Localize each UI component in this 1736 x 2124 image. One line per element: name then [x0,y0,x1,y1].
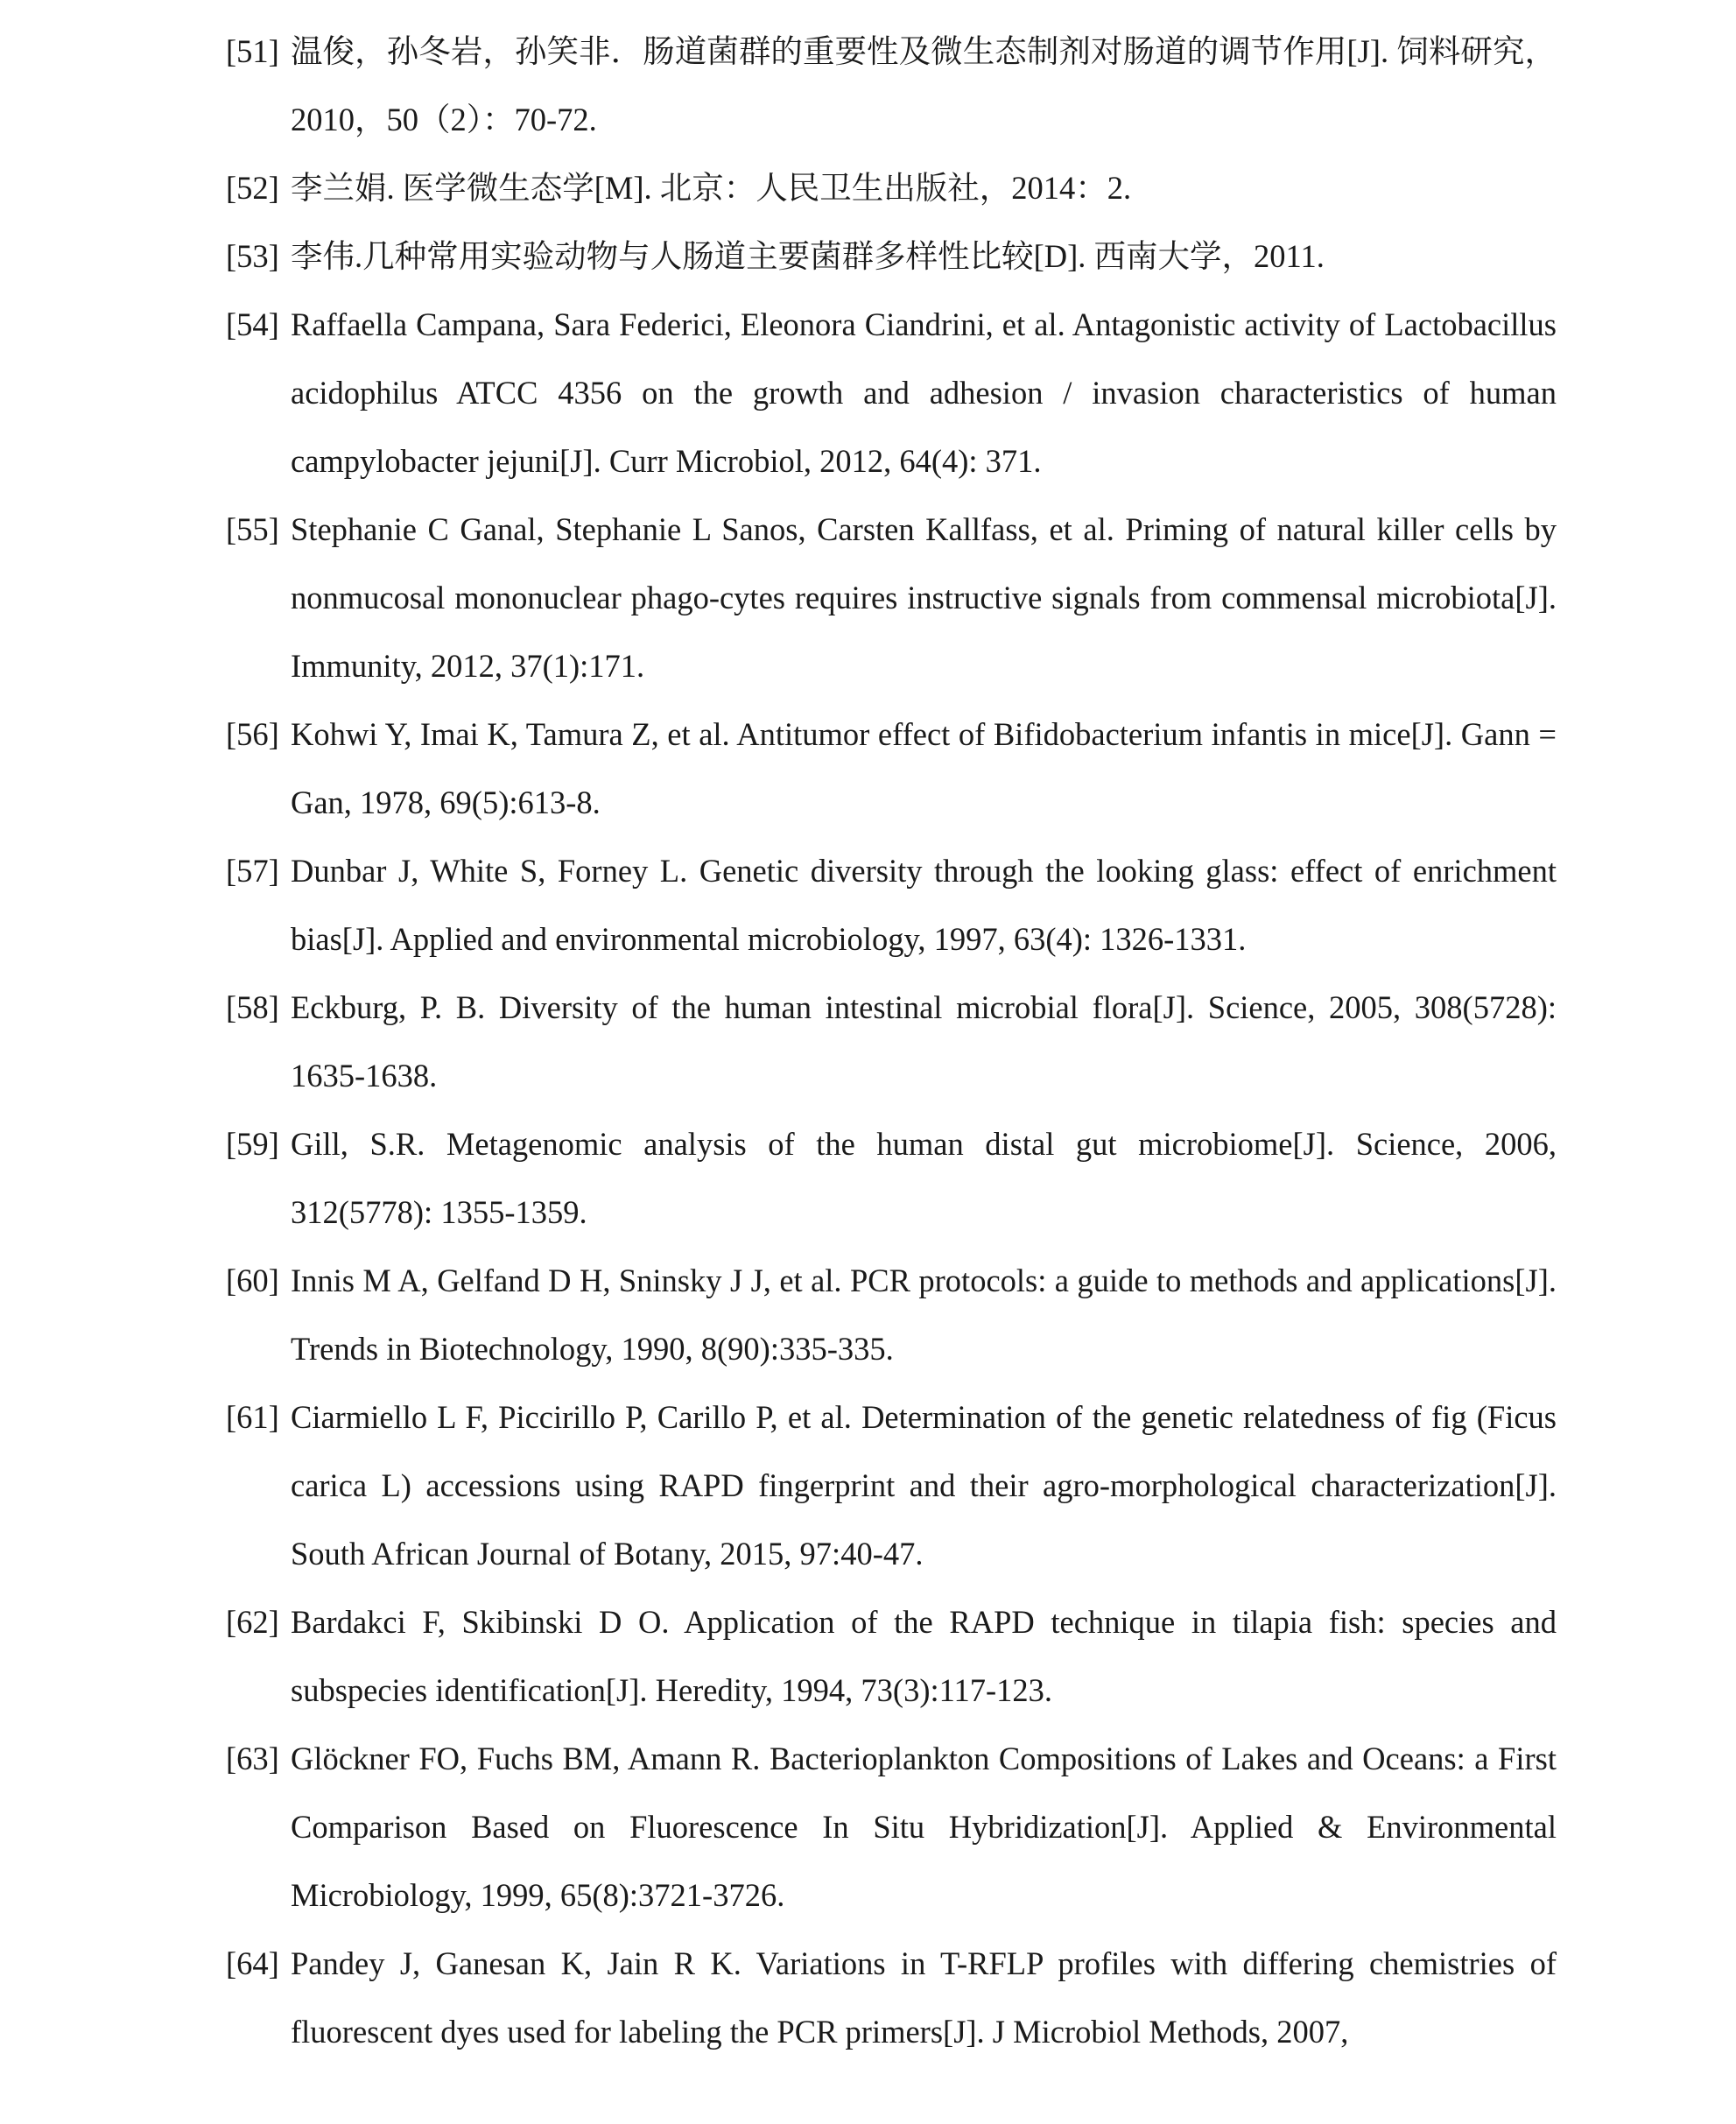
reference-text: 温俊，孙冬岩，孙笑非．肠道菌群的重要性及微生态制剂对肠道的调节作用[J]. 饲料研究，2010，50（2）：70-72. [291,33,1557,137]
reference-item-54 [226,291,1557,496]
reference-item-55 [226,496,1557,700]
reference-number: [60] [226,1262,279,1298]
reference-text: Ciarmiello L F, Piccirillo P, Carillo P, et al. Determination of the genetic relatedness of fig (Ficus carica L) accessions using RAPD fingerprint and their agro-morphological characterization[J]. South African Journal of Botany, 2015, 97:40-47. [291,1399,1557,1572]
reference-item-60 [226,1247,1557,1383]
reference-text: Eckburg, P. B. Diversity of the human intestinal microbial flora[J]. Science, 2005, 308(5728): 1635-1638. [291,989,1557,1094]
reference-text: Innis M A, Gelfand D H, Sninsky J J, et al. PCR protocols: a guide to methods and applications[J]. Trends in Biotechnology, 1990, 8(90):335-335. [291,1262,1557,1367]
reference-text: Glöckner FO, Fuchs BM, Amann R. Bacterioplankton Compositions of Lakes and Oceans: a First Comparison Based on Fluorescence In Situ Hybridization[J]. Applied & Environmental Microbiology, 1999, 65(8):3721-3726. [291,1741,1557,1913]
reference-number: [55] [226,511,279,547]
reference-number: [59] [226,1126,279,1162]
reference-text: 李兰娟. 医学微生态学[M]. 北京：人民卫生出版社，2014：2. [291,170,1132,206]
reference-list [226,18,1557,2066]
reference-number: [64] [226,1945,279,1981]
reference-number: [54] [226,306,279,342]
reference-item-51 [226,18,1557,154]
reference-number: [58] [226,989,279,1025]
reference-text: Gill, S.R. Metagenomic analysis of the human distal gut microbiome[J]. Science, 2006, 312(5778): 1355-1359. [291,1126,1557,1230]
reference-item-62 [226,1588,1557,1725]
reference-item-52 [226,154,1557,222]
reference-number: [52] [226,170,279,206]
reference-text: Bardakci F, Skibinski D O. Application of the RAPD technique in tilapia fish: species and subspecies identification[J]. Heredity, 1994, 73(3):117-123. [291,1604,1557,1708]
reference-number: [61] [226,1399,279,1435]
reference-number: [53] [226,238,279,274]
reference-item-64 [226,1930,1557,2066]
reference-item-57 [226,837,1557,974]
reference-item-61 [226,1383,1557,1588]
reference-item-56 [226,700,1557,837]
reference-item-53 [226,222,1557,291]
reference-text: Pandey J, Ganesan K, Jain R K. Variations in T-RFLP profiles with differing chemistries of fluorescent dyes used for labeling the PCR primers[J]. J Microbiol Methods, 2007, [291,1945,1557,2050]
reference-number: [51] [226,33,279,69]
reference-number: [57] [226,853,279,889]
reference-text: Stephanie C Ganal, Stephanie L Sanos, Carsten Kallfass, et al. Priming of natural killer cells by nonmucosal mononuclear phago-cytes requires instructive signals from commensal microbiota[J]. Immunity, 2012, 37(1):171. [291,511,1557,684]
reference-item-59 [226,1110,1557,1247]
reference-number: [62] [226,1604,279,1640]
reference-item-63 [226,1725,1557,1930]
reference-text: Raffaella Campana, Sara Federici, Eleonora Ciandrini, et al. Antagonistic activity of Lactobacillus acidophilus ATCC 4356 on the growth and adhesion / invasion characteristics of human campylobacter jejuni[J]. Curr Microbiol, 2012, 64(4): 371. [291,306,1557,479]
reference-number: [63] [226,1741,279,1776]
reference-text: 李伟.几种常用实验动物与人肠道主要菌群多样性比较[D]. 西南大学，2011. [291,238,1325,274]
reference-number: [56] [226,716,279,752]
reference-item-58 [226,974,1557,1110]
reference-text: Kohwi Y, Imai K, Tamura Z, et al. Antitumor effect of Bifidobacterium infantis in mice[J]. Gann = Gan, 1978, 69(5):613-8. [291,716,1557,820]
reference-text: Dunbar J, White S, Forney L. Genetic diversity through the looking glass: effect of enrichment bias[J]. Applied and environmental microbiology, 1997, 63(4): 1326-1331. [291,853,1557,957]
